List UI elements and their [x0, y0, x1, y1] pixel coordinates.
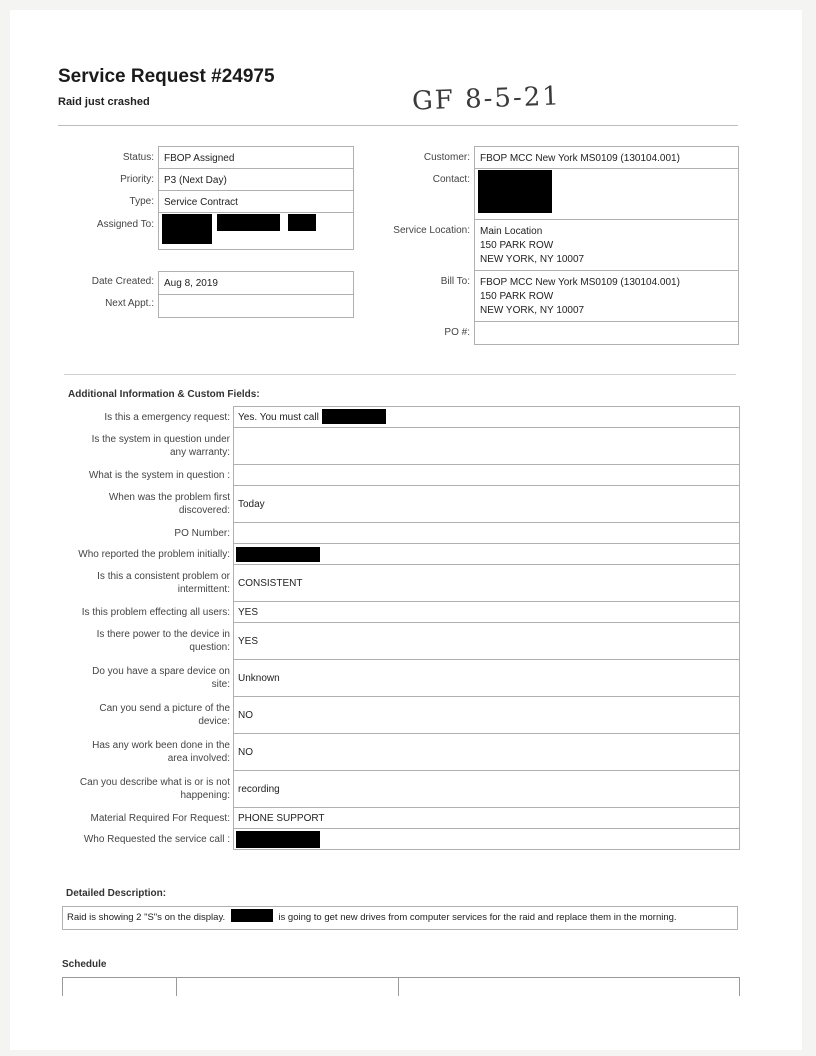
section-divider — [64, 374, 736, 375]
schedule-heading: Schedule — [62, 959, 107, 970]
custom-field-answer: YES — [234, 602, 740, 623]
priority-label: Priority: — [120, 174, 154, 185]
date-created-field — [158, 271, 354, 295]
custom-field-question — [62, 602, 234, 623]
redaction-block — [478, 170, 552, 213]
address-line: Main Location — [480, 226, 543, 237]
status-label: Status: — [122, 152, 154, 163]
customer-field — [474, 146, 739, 169]
question-line: Do you have a spare device on — [92, 666, 230, 677]
redaction-block — [236, 547, 320, 562]
custom-field-row — [62, 544, 740, 565]
custom-field-question — [62, 465, 234, 486]
redaction-block — [162, 214, 212, 244]
custom-field-question — [62, 808, 234, 829]
question-line: discovered: — [178, 505, 230, 516]
custom-field-row — [62, 407, 740, 428]
additional-info-heading: Additional Information & Custom Fields: — [68, 389, 260, 400]
schedule-table — [62, 977, 740, 996]
service-location-label: Service Location: — [393, 225, 470, 236]
address-line: 150 PARK ROW — [480, 240, 554, 251]
custom-field-answer: NO — [234, 697, 740, 734]
custom-field-row — [62, 697, 740, 734]
custom-field-question — [62, 697, 234, 734]
date-created-label: Date Created: — [91, 276, 154, 287]
custom-field-answer: Unknown — [234, 660, 740, 697]
custom-field-question — [62, 523, 234, 544]
custom-field-answer: CONSISTENT — [234, 565, 740, 602]
address-line: NEW YORK, NY 10007 — [480, 305, 585, 316]
custom-field-question — [62, 829, 234, 850]
custom-field-answer: PHONE SUPPORT — [234, 808, 740, 829]
custom-field-question — [62, 734, 234, 771]
request-subtitle: Raid just crashed — [58, 96, 150, 108]
address-line: NEW YORK, NY 10007 — [480, 254, 585, 265]
custom-field-row — [62, 523, 740, 544]
question-line: Is there power to the device in — [96, 629, 230, 640]
bill-to-label: Bill To: — [440, 276, 470, 287]
custom-field-row — [62, 808, 740, 829]
redaction-block — [236, 831, 320, 848]
custom-field-row — [62, 829, 740, 850]
customer-value: FBOP MCC New York MS0109 (130104.001) — [480, 153, 680, 164]
bill-to-field — [474, 270, 739, 322]
custom-field-row — [62, 623, 740, 660]
redaction-block — [231, 909, 273, 922]
next-appt-field — [158, 294, 354, 318]
priority-field — [158, 168, 354, 191]
description-text-end: is going to get new drives from computer services for the raid and replace them in the morning. — [278, 912, 677, 923]
type-value: Service Contract — [164, 197, 238, 208]
redaction-block — [322, 409, 386, 424]
custom-field-row — [62, 565, 740, 602]
custom-field-answer: NO — [234, 734, 740, 771]
question-line: any warranty: — [169, 447, 230, 458]
schedule-column-divider — [176, 978, 177, 996]
address-line: 150 PARK ROW — [480, 291, 554, 302]
custom-field-answer: recording — [234, 771, 740, 808]
custom-field-answer: Today — [234, 486, 740, 523]
question-line: PO Number: — [174, 527, 230, 539]
description-text-start: Raid is showing 2 "S"s on the display. — [67, 912, 226, 923]
date-created-value: Aug 8, 2019 — [164, 278, 218, 289]
custom-field-question — [62, 428, 234, 465]
custom-field-row — [62, 602, 740, 623]
custom-field-row — [62, 771, 740, 808]
custom-field-answer — [234, 465, 740, 486]
schedule-column-divider — [398, 978, 399, 996]
header-divider — [58, 125, 738, 126]
redaction-block — [217, 214, 280, 231]
custom-field-question — [62, 565, 234, 602]
page-title: Service Request #24975 — [58, 66, 275, 87]
custom-field-question — [62, 407, 234, 428]
assigned-to-label: Assigned To: — [96, 219, 154, 230]
custom-field-row — [62, 734, 740, 771]
service-location-field — [474, 219, 739, 271]
custom-field-question — [62, 544, 234, 565]
contact-label: Contact: — [432, 174, 470, 185]
type-field — [158, 190, 354, 213]
question-line: happening: — [180, 790, 230, 801]
redaction-block — [288, 214, 316, 231]
question-line: Is this a emergency request: — [104, 411, 230, 423]
service-location-address — [480, 225, 584, 267]
question-line: Is this problem effecting all users: — [81, 606, 230, 618]
custom-field-row — [62, 486, 740, 523]
custom-field-question — [62, 771, 234, 808]
question-line: Who reported the problem initially: — [78, 548, 230, 560]
po-label: PO #: — [444, 327, 470, 338]
custom-field-answer — [234, 829, 740, 850]
custom-field-question — [62, 486, 234, 523]
custom-field-row — [62, 465, 740, 486]
question-line: Has any work been done in the — [92, 740, 230, 751]
handwritten-annotation: GF 8-5-21 — [411, 81, 562, 117]
custom-field-row — [62, 428, 740, 465]
status-field — [158, 146, 354, 169]
custom-field-question — [62, 623, 234, 660]
priority-value: P3 (Next Day) — [164, 175, 227, 186]
custom-field-answer: Yes. You must call — [234, 407, 740, 428]
question-line: Can you describe what is or is not — [79, 777, 230, 788]
custom-field-answer: YES — [234, 623, 740, 660]
custom-fields-table — [62, 406, 740, 850]
address-line: FBOP MCC New York MS0109 (130104.001) — [480, 277, 680, 288]
status-value: FBOP Assigned — [164, 153, 235, 164]
custom-field-answer — [234, 428, 740, 465]
question-line: Is this a consistent problem or — [97, 571, 230, 582]
customer-label: Customer: — [423, 152, 470, 163]
custom-field-question — [62, 660, 234, 697]
next-appt-label: Next Appt.: — [105, 298, 154, 309]
question-line: Who Requested the service call : — [83, 833, 230, 845]
po-field — [474, 321, 739, 345]
type-label: Type: — [129, 196, 154, 207]
description-heading: Detailed Description: — [66, 888, 167, 899]
question-line: What is the system in question : — [88, 469, 230, 481]
question-line: question: — [189, 642, 230, 653]
question-line: device: — [198, 716, 230, 727]
question-line: Material Required For Request: — [90, 812, 230, 824]
question-line: Is the system in question under — [91, 434, 230, 445]
custom-field-answer — [234, 523, 740, 544]
custom-field-answer — [234, 544, 740, 565]
question-line: intermittent: — [177, 584, 230, 595]
description-box — [62, 906, 738, 930]
bill-to-address — [480, 276, 680, 318]
question-line: area involved: — [167, 753, 230, 764]
question-line: When was the problem first — [108, 492, 230, 503]
question-line: Can you send a picture of the — [99, 703, 230, 714]
custom-field-row — [62, 660, 740, 697]
question-line: site: — [211, 679, 230, 690]
